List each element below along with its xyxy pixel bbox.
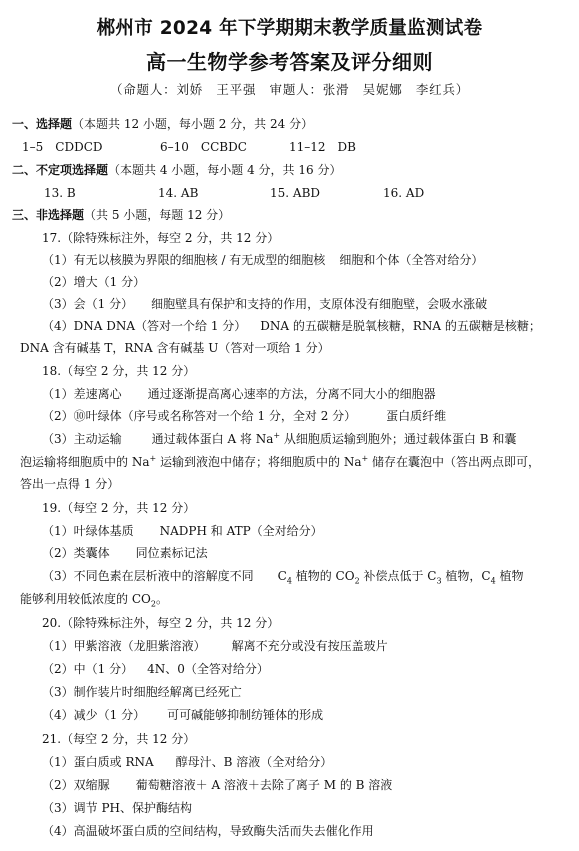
section-2-heading [12, 162, 341, 178]
q21-heading: 21.（每空 2 分，共 12 分） [42, 732, 196, 746]
q17-part4-answer-a: （4）DNA DNA（答对一个给 1 分） [42, 319, 247, 333]
q18-part3-cont-b: 运输到液泡中储存；将细胞质中的 Na [156, 455, 362, 469]
q19-part3-answer-e: 植物，C [441, 569, 491, 583]
q21-part2 [42, 777, 392, 793]
q17-part4-answer-b: DNA 的五碳糖是脱氧核糖，RNA 的五碳糖是核糖； [260, 319, 541, 333]
q18-part3-continued [20, 454, 540, 470]
q18-part1-answer-a: （1）差速离心 [42, 387, 122, 401]
q20-part2-answer-b: 4N、0（全答对给分） [147, 662, 269, 676]
q19-part3-cont-a: 能够利用较低浓度的 CO [20, 592, 151, 606]
mc-answers-11-12: 11–12 DB [289, 140, 356, 154]
q20-part4 [42, 707, 323, 723]
q19-part3-answer-f: 植物 [495, 569, 524, 583]
section-3-heading [12, 207, 230, 223]
subscript-2: 2 [354, 576, 360, 586]
answer-14: 14. AB [158, 186, 199, 200]
q20-part4-answer-a: （4）减少（1 分） [42, 708, 146, 722]
q20-part1-answer-a: （1）甲紫溶液（龙胆紫溶液） [42, 639, 206, 653]
subscript-4: 4 [286, 576, 292, 586]
authors-line: （命题人：刘娇 王平强 审题人：张滑 吴妮娜 李红兵） [109, 82, 470, 97]
q20-part1-answer-b: 解离不充分或没有按压盖玻片 [231, 639, 388, 653]
q19-part1 [42, 523, 323, 539]
section-2-note: （本题共 4 小题，每小题 4 分，共 16 分） [108, 163, 342, 177]
q19-part1-answer-b: NADPH 和 ATP（全对给分） [159, 524, 323, 538]
q18-part1-answer-b: 通过逐渐提高离心速率的方法，分离不同大小的细胞器 [147, 387, 436, 401]
q19-part2 [42, 545, 208, 561]
q17-part4 [42, 318, 541, 334]
section-1-title: 一、选择题 [12, 117, 73, 131]
q19-part3-answer-b: C [277, 569, 287, 583]
q17-part3-answer-b: 细胞壁具有保护和支持的作用，支原体没有细胞壁，会吸水涨破 [151, 297, 488, 311]
q19-part2-answer-a: （2）类囊体 [42, 546, 110, 560]
q18-part3 [42, 431, 516, 447]
q18-part3-cont-c: 储存在囊泡中（答出两点即可， [368, 455, 541, 469]
superscript-plus: + [361, 454, 369, 463]
q19-part2-answer-b: 同位素标记法 [135, 546, 208, 560]
q18-heading: 18.（每空 2 分，共 12 分） [42, 364, 196, 378]
subscript-3: 3 [436, 576, 442, 586]
q18-part2 [42, 408, 446, 424]
superscript-plus: + [273, 431, 281, 440]
answer-16: 16. AD [383, 186, 425, 200]
exam-title: 郴州市 2024 年下学期期末教学质量监测试卷 [96, 18, 483, 39]
q21-part1-answer-a: （1）蛋白质或 RNA [42, 755, 154, 769]
superscript-plus: + [149, 454, 157, 463]
q17-part4-continued: DNA 含有碱基 T，RNA 含有碱基 U（答对一项给 1 分） [20, 341, 330, 355]
q18-part1 [42, 386, 436, 402]
q20-part4-answer-b: 可可碱能够抑制纺锤体的形成 [167, 708, 324, 722]
q19-part3 [42, 568, 524, 584]
q19-part3-cont-b: 。 [155, 592, 168, 606]
section-2-title: 二、不定项选择题 [12, 163, 109, 177]
q19-part3-answer-c: 植物的 CO [291, 569, 355, 583]
subscript-4: 4 [490, 576, 496, 586]
q21-part2-answer-b: 葡萄糖溶液＋ A 溶液＋去除了离子 M 的 B 溶液 [135, 778, 393, 792]
q17-heading: 17.（除特殊标注外，每空 2 分，共 12 分） [42, 231, 280, 245]
answer-13: 13. B [44, 186, 76, 200]
q20-part2-answer-a: （2）中（1 分） [42, 662, 134, 676]
q20-part3: （3）制作装片时细胞经解离已经死亡 [42, 685, 242, 699]
q20-heading: 20.（除特殊标注外，每空 2 分，共 12 分） [42, 616, 280, 630]
q21-part1 [42, 754, 332, 770]
section-1-note: （本题共 12 小题，每小题 2 分，共 24 分） [72, 117, 314, 131]
q17-part1-answer-b: 细胞和个体（全答对给分） [339, 253, 484, 267]
q18-part3-cont-a: 泡运输将细胞质中的 Na [20, 455, 150, 469]
q21-part3: （3）调节 PH、保护酶结构 [42, 801, 192, 815]
q17-part1-answer-a: （1）有无以核膜为界限的细胞核 / 有无成型的细胞核 [42, 253, 326, 267]
q18-part3-answer-a: （3）主动运输 [42, 432, 122, 446]
q18-part2-answer-b: 蛋白质纤维 [386, 409, 447, 423]
q18-part2-answer-a: （2）⑩叶绿体（序号或名称答对一个给 1 分，全对 2 分） [42, 409, 357, 423]
section-3-title: 三、非选择题 [12, 208, 85, 222]
mc-answers-6-10: 6–10 CCBDC [160, 140, 247, 154]
q18-part3-answer-b: 通过载体蛋白 A 将 Na [151, 432, 274, 446]
q18-part3-answer-c: 从细胞质运输到胞外；通过载体蛋白 B 和囊 [280, 432, 517, 446]
q20-part2 [42, 661, 269, 677]
q21-part1-answer-b: 醇母汁、B 溶液（全对给分） [175, 755, 333, 769]
q17-part1 [42, 252, 483, 268]
q17-part2: （2）增大（1 分） [42, 275, 146, 289]
q19-heading: 19.（每空 2 分，共 12 分） [42, 501, 196, 515]
section-1-heading [12, 116, 313, 132]
mc-answers-1-5: 1–5 CDDCD [22, 140, 103, 154]
answer-key-title: 高一生物学参考答案及评分细则 [146, 50, 433, 74]
q19-part3-continued [20, 591, 168, 607]
q17-part3 [42, 296, 487, 312]
q18-part3-scoring: 答出一点得 1 分） [20, 477, 120, 491]
q19-part3-answer-d: 补偿点低于 C [359, 569, 437, 583]
q21-part2-answer-a: （2）双缩脲 [42, 778, 110, 792]
q21-part4: （4）高温破坏蛋白质的空间结构，导致酶失活而失去催化作用 [42, 824, 374, 838]
subscript-2: 2 [150, 599, 156, 609]
q17-part3-answer-a: （3）会（1 分） [42, 297, 134, 311]
answer-15: 15. ABD [270, 186, 321, 200]
q19-part1-answer-a: （1）叶绿体基质 [42, 524, 134, 538]
section-3-note: （共 5 小题，每题 12 分） [84, 208, 231, 222]
q20-part1 [42, 638, 388, 654]
q19-part3-answer-a: （3）不同色素在层析液中的溶解度不同 [42, 569, 254, 583]
